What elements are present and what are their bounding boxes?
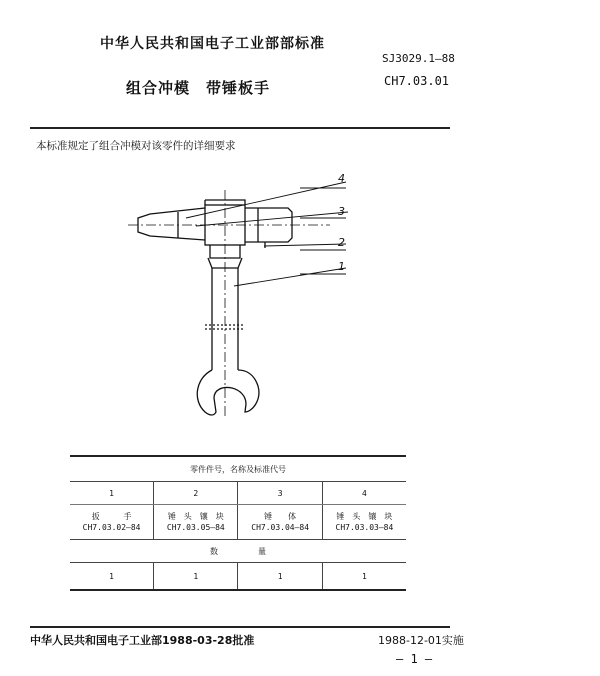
part-name: 锤 头 镶 块 [336, 512, 393, 521]
part-number: 3 [238, 482, 322, 505]
callout-1: 1 [338, 260, 345, 273]
wrench-jaw [197, 370, 259, 415]
callout-2: 2 [338, 236, 345, 249]
part-name: 扳 手 [91, 512, 132, 521]
intro-text: 本标准规定了组合冲模对该零件的详细要求 [36, 140, 236, 152]
callout-4: 4 [338, 172, 345, 185]
part-cell [238, 505, 322, 540]
parts-table-header: 零件件号，名称及标准代号 [70, 456, 406, 482]
part-quantity: 1 [70, 563, 154, 591]
issuing-authority-heading: 中华人民共和国电子工业部部标准 [100, 36, 325, 52]
approval-line: 中华人民共和国电子工业部1988-03-28批准 [30, 634, 255, 647]
part-number: 4 [322, 482, 406, 505]
effective-date: 1988-12-01实施 [378, 634, 464, 647]
part-cell [322, 505, 406, 540]
header-rule [30, 127, 450, 129]
callout-3: 3 [338, 205, 345, 218]
standard-code: SJ3029.1—88 [382, 52, 455, 65]
quantity-header: 数 量 [70, 540, 406, 563]
left-hammer-insert [138, 208, 205, 240]
part-quantity: 1 [322, 563, 406, 591]
part-quantity: 1 [238, 563, 322, 591]
standard-code-alt: CH7.03.01 [384, 74, 450, 88]
part-code: CH7.03.04—84 [251, 523, 310, 532]
page-number: — 1 — [396, 652, 433, 666]
part-code: CH7.03.02—84 [82, 523, 141, 532]
footer-rule [30, 626, 450, 628]
part-name: 锤 体 [264, 512, 297, 521]
part-name: 锤 头 镶 块 [167, 512, 224, 521]
document-title: 组合冲模 带锤板手 [126, 79, 271, 97]
part-quantity: 1 [154, 563, 238, 591]
wrench-drawing [0, 160, 600, 430]
part-cell [70, 505, 154, 540]
part-cell [154, 505, 238, 540]
parts-table [70, 455, 406, 591]
part-number: 1 [70, 482, 154, 505]
part-number: 2 [154, 482, 238, 505]
part-code: CH7.03.05—84 [166, 523, 225, 532]
part-code: CH7.03.03—84 [335, 523, 394, 532]
